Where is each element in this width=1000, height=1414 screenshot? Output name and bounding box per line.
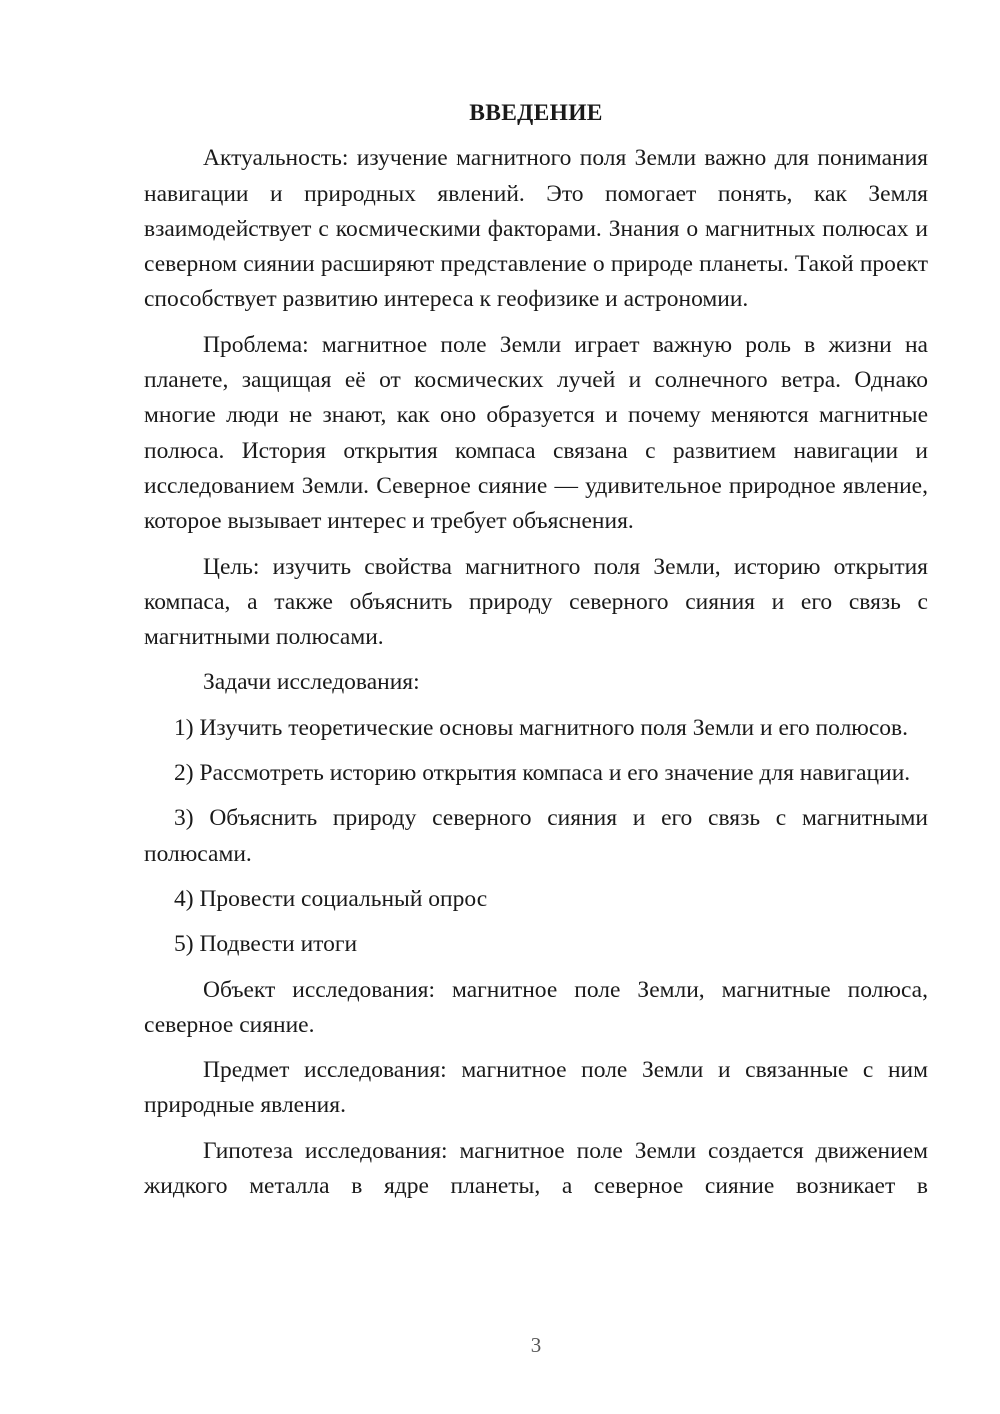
page-content <box>144 96 928 1214</box>
section-title: ВВЕДЕНИЕ <box>469 100 603 126</box>
task-item-1: 1) Изучить теоретические основы магнитного поля Земли и его полюсов. <box>174 714 909 741</box>
tasks-heading: Задачи исследования: <box>203 669 420 696</box>
paragraph-hypothesis: Гипотеза исследования: магнитное поле Земли создается движением жидкого металла в ядре планеты, а северное сияние возникает в <box>144 1137 928 1200</box>
paragraph-goal: Цель: изучить свойства магнитного поля Земли, историю открытия компаса, а также объяснить природу северного сияния и его связь с магнитными полюсами. <box>144 553 928 651</box>
paragraph-subject: Предмет исследования: магнитное поле Земли и связанные с ним природные явления. <box>144 1057 928 1119</box>
task-item-4: 4) Провести социальный опрос <box>174 885 488 912</box>
paragraph-object: Объект исследования: магнитное поле Земли, магнитные полюса, северное сияние. <box>144 976 928 1038</box>
paragraph-problem: Проблема: магнитное поле Земли играет важную роль в жизни на планете, защищая её от космических лучей и солнечного ветра. Однако многие люди не знают, как оно образуется и почему меняются магнитные полюса. История открытия компаса связана с развитием навигации и исследованием Земли. Северное сияние — удивительное природное явление, которое вызывает интерес и требует объяснения. <box>144 331 928 535</box>
page-number: 3 <box>530 1333 542 1357</box>
task-item-5: 5) Подвести итоги <box>174 931 358 958</box>
task-item-2: 2) Рассмотреть историю открытия компаса и его значение для навигации. <box>174 760 911 787</box>
task-item-3: 3) Объяснить природу северного сияния и его связь с магнитными полюсами. <box>144 805 928 867</box>
paragraph-relevance: Актуальность: изучение магнитного поля Земли важно для понимания навигации и природных явлений. Это помогает понять, как Земля взаимодействует с космическими факторами. Знания о магнитных полюсах и северном сиянии расширяют представление о природе планеты. Такой проект способствует развитию интереса к геофизике и астрономии. <box>144 145 928 313</box>
